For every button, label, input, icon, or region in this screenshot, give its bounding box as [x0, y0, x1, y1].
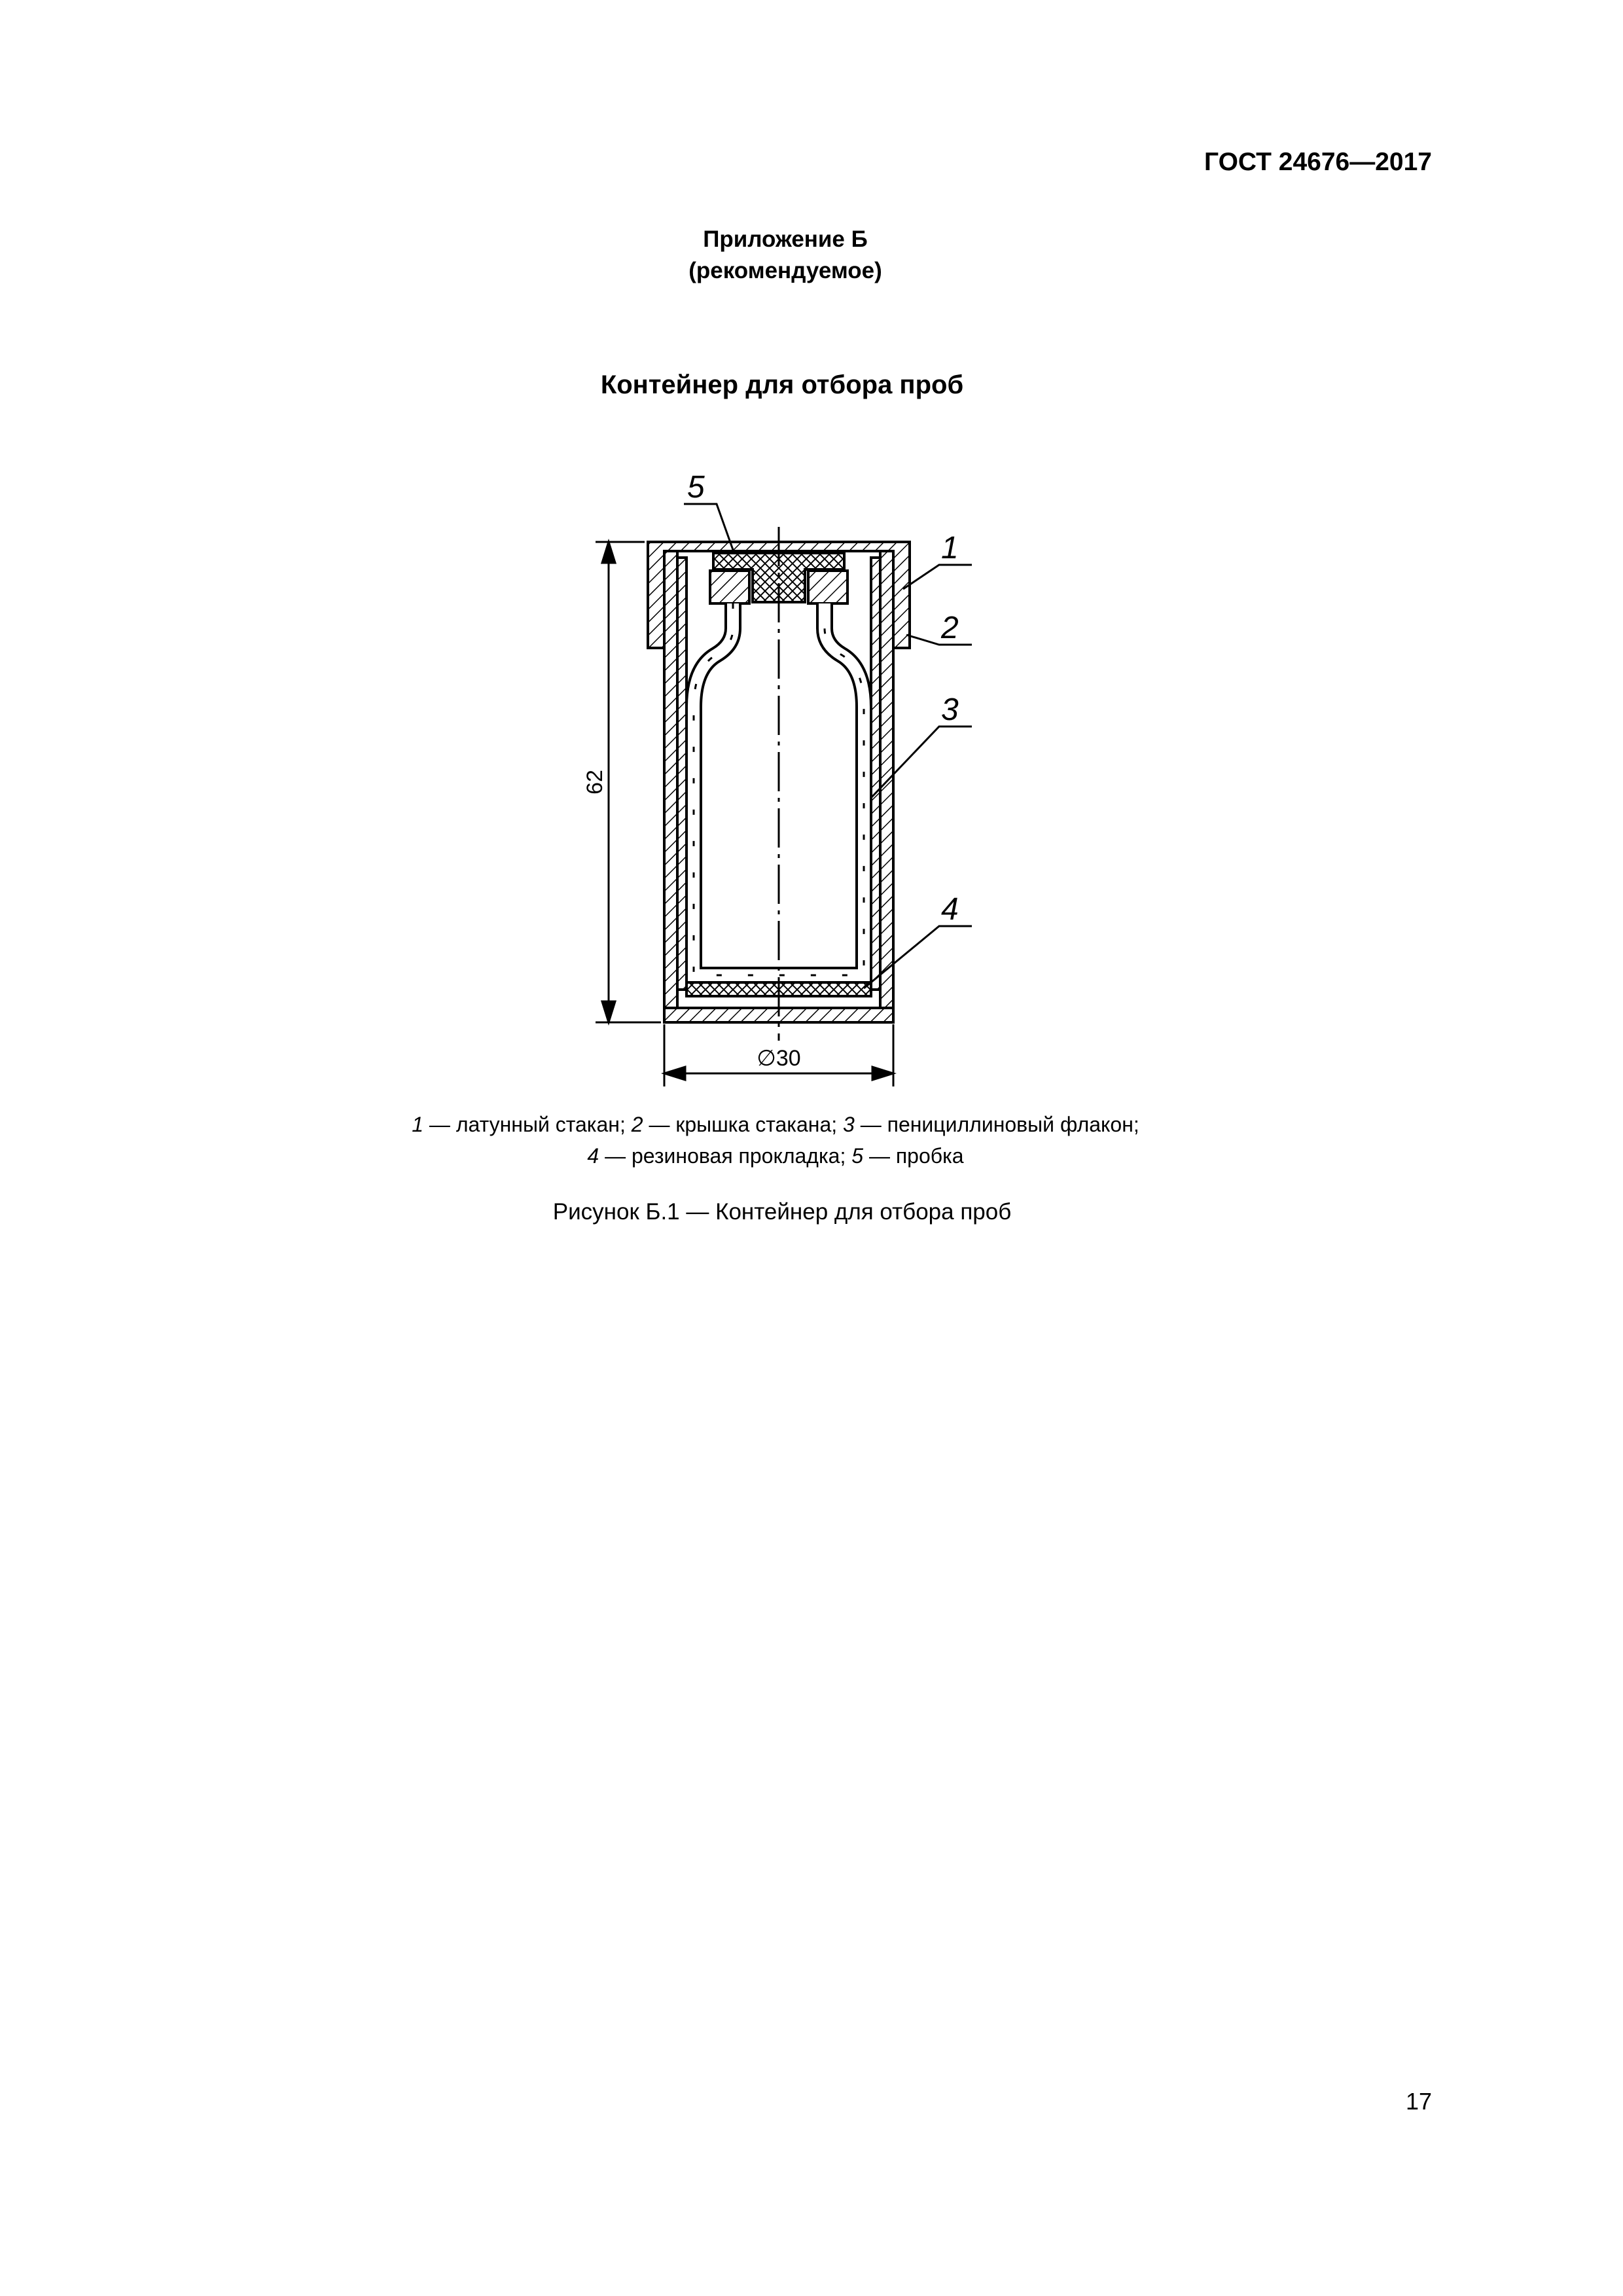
liner-left	[677, 558, 687, 990]
liner-right	[871, 558, 880, 990]
figure-caption: Рисунок Б.1 — Контейнер для отбора проб	[552, 1199, 1012, 1225]
page-number: 17	[1405, 2088, 1432, 2115]
brass-cup-wall-left	[664, 551, 677, 1022]
callout-1: 1	[941, 531, 959, 565]
diameter-dimension: ∅30	[757, 1046, 801, 1071]
callout-5: 5	[687, 470, 705, 505]
standard-number: ГОСТ 24676—2017	[1204, 148, 1432, 176]
legend-line-1: 1 — латунный стакан; 2 — крышка стакана; 3 — пенициллиновый флакон;	[412, 1113, 1139, 1136]
height-dimension: 62	[582, 770, 607, 795]
legend-line-2: 4 — резиновая прокладка; 5 — пробка	[587, 1144, 964, 1168]
callout-3: 3	[941, 692, 959, 727]
callout-2: 2	[941, 611, 959, 645]
appendix-title: Приложение Б	[703, 226, 868, 252]
appendix-status: (рекомендуемое)	[688, 258, 882, 283]
section-title: Контейнер для отбора проб	[600, 370, 964, 399]
callout-4: 4	[941, 892, 959, 927]
